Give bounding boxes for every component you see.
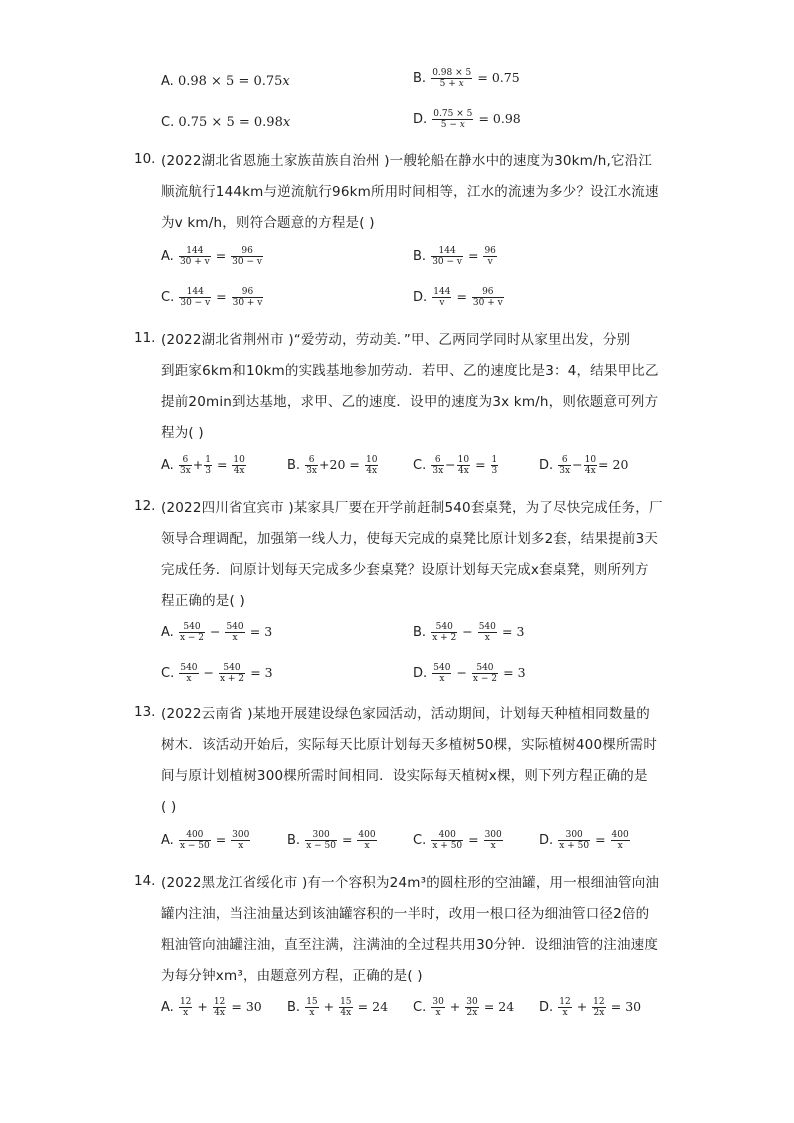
option-letter: A. [161, 458, 174, 473]
q14-line-1: (2022黑龙江省绥化市 )有一个容积为24m³的圆柱形的空油罐，用一根细油管向油 [161, 875, 660, 891]
denominator: x + 2 [219, 674, 245, 684]
numerator: 6 [431, 455, 444, 466]
q14-option-a: A. $\frac{12}{x}$ + $\frac{12}{4x}$ = 30 [161, 997, 262, 1018]
denominator: 4x [340, 1008, 352, 1018]
numerator: 6 [558, 455, 571, 466]
fraction [431, 68, 472, 89]
denominator: 3 [491, 466, 498, 476]
denominator: x [617, 841, 623, 851]
denominator: 5 + x [439, 79, 464, 89]
denominator: x [562, 1008, 568, 1018]
q12-line-3: 完成任务．问原计划每天完成多少套桌凳？设原计划每天完成x套桌凳，则所列方 [161, 562, 649, 578]
q12-option-d: D. $\frac{540}{x}$ − $\frac{540}{x - 2}$ = 3 [413, 663, 526, 684]
denominator: x [439, 674, 445, 684]
fraction [465, 997, 478, 1018]
fraction [219, 663, 245, 684]
denominator: 3x [432, 466, 444, 476]
fraction [225, 622, 244, 643]
q11-option-b [287, 455, 379, 476]
fraction [558, 997, 571, 1018]
numerator: 400 [431, 830, 463, 841]
q9-option-d [413, 109, 521, 130]
numerator: 12 [593, 997, 605, 1007]
denominator: x + 50 [432, 841, 463, 851]
fraction [339, 997, 352, 1018]
option-letter: B. [413, 249, 427, 264]
q13-line-3: 间与原计划植树300棵所需时间相同．设实际每天植树x棵，则下列方程正确的是 [161, 768, 648, 784]
fraction [558, 830, 590, 851]
q12-line-1: (2022四川省宜宾市 )某家具厂要在开学前赶制540套桌凳，为了尽快完成任务，厂 [161, 500, 663, 516]
option-letter: C. [161, 290, 175, 305]
option-letter: B. [287, 833, 301, 848]
q11-line-1: (2022湖北省荆州市 )“爱劳动，劳动美．”甲、乙两同学同时从家里出发，分别 [161, 332, 631, 348]
q13-option-a: A. $\frac{400}{x - 50}$ = $\frac{300}{x}$ [161, 830, 250, 851]
q10-number: 10. [134, 151, 156, 167]
numerator: 96 [231, 246, 263, 257]
option-rhs: = 0.75 [477, 70, 520, 85]
denominator: 30 + v [472, 298, 503, 308]
fraction [478, 622, 497, 643]
fraction [179, 663, 198, 684]
q10-option-d: D. $\frac{144}{v}$ = $\frac{96}{30 + v}$ [413, 287, 503, 308]
q12-option-c: C. $\frac{540}{x}$ − $\frac{540}{x + 2}$ = 3 [161, 663, 273, 684]
fraction [179, 830, 211, 851]
option-rhs: = 3 [249, 624, 273, 639]
numerator: 1 [491, 455, 498, 465]
numerator: 10 [365, 455, 378, 465]
option-letter: C. [413, 458, 427, 473]
denominator: x [186, 674, 192, 684]
option-letter: D. [413, 666, 428, 681]
q13-option-c: C. $\frac{400}{x + 50}$ = $\frac{300}{x}$ [413, 830, 502, 851]
numerator: 12 [179, 997, 192, 1007]
option-expr: 0.75 × 5 = 0.98 [178, 115, 283, 130]
option-letter: A. [161, 1000, 174, 1015]
q14-line-3: 粗油管向油罐注油，直至注满，注满油的全过程共用30分钟．设细油管的注油速度 [161, 937, 659, 953]
option-rhs: = 30 [610, 999, 642, 1014]
q11-option-a: A. $\frac{6}{3x}$ + $\frac{1}{3}$ = $\frac{10}{4x}$ [161, 455, 245, 476]
option-letter: C. [413, 833, 427, 848]
numerator: 96 [484, 246, 496, 256]
q9-option-c [161, 113, 290, 133]
numerator: 30 [466, 997, 478, 1007]
numerator: 540 [179, 622, 205, 633]
fraction [432, 663, 451, 684]
q9-option-b [413, 68, 520, 89]
numerator: 10 [233, 455, 245, 465]
numerator: 540 [472, 663, 498, 674]
numerator: 300 [232, 830, 250, 840]
fraction [204, 455, 212, 476]
denominator: x [364, 841, 370, 851]
var-x: x [282, 115, 291, 130]
denominator: x − 50 [179, 841, 210, 851]
fraction [232, 455, 245, 476]
numerator: 144 [179, 287, 211, 298]
option-expr: 0.98 × 5 = 0.75 [177, 74, 283, 89]
operator: + [192, 457, 204, 472]
denominator: x [183, 1008, 189, 1018]
denominator: 3 [205, 466, 211, 476]
numerator: 540 [226, 622, 244, 632]
denominator: v [439, 298, 445, 308]
denominator: 2x [593, 1008, 605, 1018]
option-rhs: = 24 [357, 999, 389, 1014]
denominator: 5 − x [440, 120, 465, 130]
q11-option-c: C. $\frac{6}{3x}$ − $\frac{10}{4x}$ = $\frac{1}{3}$ [413, 455, 498, 476]
numerator: 144 [431, 246, 463, 257]
fraction [305, 455, 318, 476]
denominator: 3x [559, 466, 571, 476]
numerator: 1 [205, 455, 211, 465]
numerator: 6 [305, 455, 318, 466]
q10-line-3: 为v km/h，则符合题意的方程是( ) [161, 215, 375, 231]
fraction [431, 246, 463, 267]
fraction [431, 622, 457, 643]
fraction [611, 830, 630, 851]
q14-option-c: C. $\frac{30}{x}$ + $\frac{30}{2x}$ = 24 [413, 997, 515, 1018]
option-letter: B. [287, 458, 301, 473]
q11-number: 11. [134, 330, 156, 346]
fraction [305, 997, 318, 1018]
denominator: x [484, 633, 490, 643]
option-letter: D. [539, 1000, 554, 1015]
numerator: 15 [306, 997, 318, 1007]
q12-option-b: B. $\frac{540}{x + 2}$ − $\frac{540}{x}$ = 3 [413, 622, 525, 643]
q14-line-2: 罐内注油，当注油量达到该油罐容积的一半时，改用一根口径为细油管口径2倍的 [161, 906, 650, 922]
denominator: x [490, 841, 496, 851]
numerator: 540 [431, 622, 457, 633]
numerator: 144 [179, 246, 211, 257]
numerator: 6 [179, 455, 192, 466]
denominator: 30 + v [179, 257, 210, 267]
fraction [179, 287, 211, 308]
option-letter: C. [161, 115, 175, 130]
fraction [472, 663, 498, 684]
q13-option-b: B. $\frac{300}{x - 50}$ = $\frac{400}{x}$ [287, 830, 376, 851]
fraction [357, 830, 376, 851]
option-letter: C. [413, 1000, 427, 1015]
den-text: 5 + [439, 79, 459, 89]
denominator: x + 50 [559, 841, 590, 851]
option-rhs: = 3 [503, 665, 526, 680]
q11-line-3: 提前20min到达基地，求甲、乙的速度．设甲的速度为3x km/h，则依题意可列方 [161, 394, 659, 410]
option-letter: A. [161, 625, 174, 640]
fraction [179, 997, 192, 1018]
denominator: 30 + v [232, 298, 263, 308]
den-text: 5 − [440, 120, 460, 130]
fraction [558, 455, 571, 476]
option-letter: D. [539, 458, 554, 473]
option-rhs: = 20 [598, 457, 629, 472]
denominator: v [487, 257, 493, 267]
denominator: 3x [306, 466, 318, 476]
q12-line-4: 程正确的是( ) [161, 593, 245, 609]
numerator: 540 [180, 663, 198, 673]
denominator: 4x [584, 466, 596, 476]
denominator: x + 2 [432, 633, 457, 643]
numerator: 400 [611, 830, 629, 840]
option-letter: C. [161, 666, 175, 681]
q10-line-1: (2022湖北省恩施土家族苗族自治州 )一艘轮船在静水中的速度为30km/h,它沿江 [161, 153, 653, 169]
fraction [472, 287, 504, 308]
numerator: 540 [478, 622, 496, 632]
option-letter: A. [161, 249, 174, 264]
q14-line-4: 为每分钟xm³，由题意列方程，正确的是( ) [161, 968, 423, 984]
numerator: 96 [472, 287, 504, 298]
numerator: 10 [457, 455, 470, 465]
fraction [305, 830, 337, 851]
option-rhs: = 24 [483, 999, 515, 1014]
denominator: 2x [466, 1008, 478, 1018]
q11-line-2: 到距家6km和10km的实践基地参加劳动．若甲、乙的速度比是3：4，结果甲比乙 [161, 363, 659, 379]
q13-number: 13. [134, 704, 156, 720]
fraction [365, 455, 378, 476]
q9-option-a [161, 72, 290, 92]
numerator: 30 [432, 997, 444, 1007]
numerator: 540 [219, 663, 245, 674]
q11-option-d [539, 455, 628, 476]
fraction [584, 455, 597, 476]
numerator: 15 [340, 997, 352, 1007]
numerator: 300 [305, 830, 337, 841]
fraction [457, 455, 470, 476]
q10-option-c: C. $\frac{144}{30 - v}$ = $\frac{96}{30 + v}$ [161, 287, 263, 308]
numerator: 540 [433, 663, 451, 673]
denominator: x [232, 633, 238, 643]
fraction [232, 287, 264, 308]
q12-number: 12. [134, 498, 156, 514]
option-letter: D. [413, 290, 428, 305]
denominator: x [309, 1008, 315, 1018]
numerator: 0.98 × 5 [432, 68, 472, 78]
fraction [431, 455, 444, 476]
numerator: 300 [484, 830, 502, 840]
operator: +20 = [319, 457, 360, 472]
denominator: x − 50 [306, 841, 336, 851]
option-rhs: = 3 [502, 624, 525, 639]
fraction [432, 109, 473, 130]
numerator: 10 [584, 455, 597, 465]
denominator: 30 − v [432, 257, 463, 267]
q12-line-2: 领导合理调配，加强第一线人力，使每天完成的桌凳比原计划多2套，结果提前3天 [161, 531, 659, 547]
operator: − [445, 457, 456, 472]
q14-number: 14. [134, 873, 156, 889]
option-letter: A. [161, 74, 174, 89]
denominator: 3x [179, 466, 191, 476]
denominator: 30 − v [180, 298, 211, 308]
numerator: 300 [558, 830, 590, 841]
fraction [231, 246, 263, 267]
denominator: 4x [366, 466, 378, 476]
denominator: 4x [457, 466, 469, 476]
q12-option-a: A. $\frac{540}{x - 2}$ − $\frac{540}{x}$ = 3 [161, 622, 273, 643]
fraction [483, 246, 496, 267]
fraction [491, 455, 499, 476]
numerator: 400 [358, 830, 376, 840]
fraction [592, 997, 605, 1018]
fraction [179, 246, 211, 267]
q13-option-d: D. $\frac{300}{x + 50}$ = $\frac{400}{x}$ [539, 830, 629, 851]
numerator: 400 [179, 830, 211, 841]
fraction [179, 622, 205, 643]
q13-line-2: 树木．该活动开始后，实际每天比原计划每天多植树50棵，实际植树400棵所需时 [161, 737, 658, 753]
q10-line-2: 顺流航行144km与逆流航行96km所用时间相等，江水的流速为多少？设江水流速 [161, 184, 659, 200]
option-letter: A. [161, 833, 174, 848]
numerator: 144 [433, 287, 451, 297]
numerator: 12 [213, 997, 226, 1007]
option-letter: D. [413, 112, 428, 127]
q10-option-b: B. $\frac{144}{30 - v}$ = $\frac{96}{v}$ [413, 246, 496, 267]
option-letter: B. [287, 1000, 301, 1015]
fraction [431, 997, 444, 1018]
numerator: 12 [559, 997, 571, 1007]
denominator: x [238, 841, 244, 851]
q14-option-b: B. $\frac{15}{x}$ + $\frac{15}{4x}$ = 24 [287, 997, 389, 1018]
option-rhs: = 30 [231, 999, 262, 1014]
q13-line-1: (2022云南省 )某地开展建设绿色家园活动，活动期间，计划每天种植相同数量的 [161, 706, 650, 722]
option-letter: B. [413, 625, 427, 640]
option-letter: B. [413, 71, 427, 86]
option-letter: D. [539, 833, 554, 848]
q10-option-a: A. $\frac{144}{30 + v}$ = $\frac{96}{30 - v}$ [161, 246, 262, 267]
fraction [231, 830, 250, 851]
q13-line-4: ( ) [161, 799, 177, 815]
operator: − [572, 457, 583, 472]
fraction [179, 455, 192, 476]
fraction [213, 997, 226, 1018]
numerator: 0.75 × 5 [433, 109, 473, 119]
denominator: 4x [233, 466, 245, 476]
option-rhs: = 3 [250, 665, 273, 680]
option-rhs: = 0.98 [478, 111, 521, 126]
denominator: 30 − v [232, 257, 262, 267]
denominator: 4x [214, 1008, 225, 1018]
fraction [484, 830, 503, 851]
denominator: x [435, 1008, 441, 1018]
q11-line-4: 程为( ) [161, 425, 204, 441]
var-x: x [282, 74, 290, 89]
q14-option-d: D. $\frac{12}{x}$ + $\frac{12}{2x}$ = 30 [539, 997, 642, 1018]
denominator: x − 2 [472, 674, 497, 684]
fraction [431, 830, 463, 851]
fraction [432, 287, 451, 308]
denominator: x − 2 [179, 633, 205, 643]
numerator: 96 [232, 287, 264, 298]
